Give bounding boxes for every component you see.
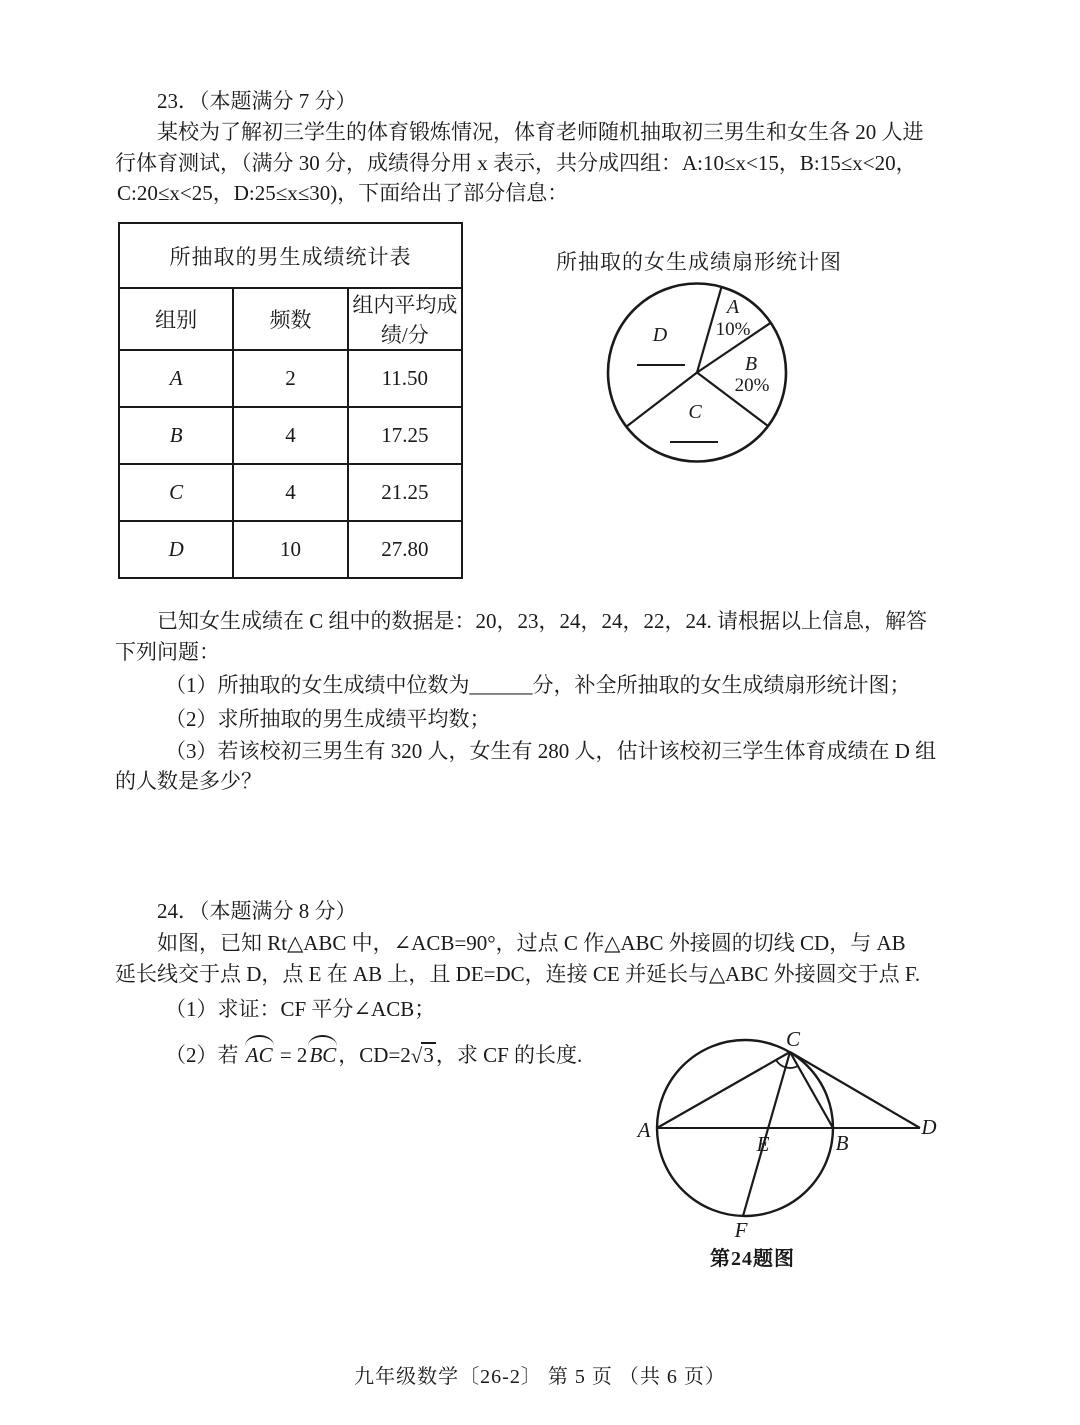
q24-part2-suffix: ，求 CF 的长度.	[435, 1043, 583, 1067]
sqrt-3: √3	[410, 1043, 434, 1068]
q24-part2-prefix: （2）若	[165, 1043, 244, 1067]
q23-part-3-line-1: （3）若该校初三男生有 320 人，女生有 280 人，估计该校初三学生体育成绩在 D 组	[165, 739, 937, 763]
q23-part-3-line-2: 的人数是多少？	[115, 769, 262, 793]
table-row	[119, 350, 462, 407]
q24-part-2	[165, 1042, 582, 1068]
figure-caption: 第24题图	[710, 1248, 795, 1270]
cell-freq: 10	[233, 521, 347, 578]
table-title-row	[119, 223, 462, 288]
girls-pie-chart	[595, 272, 807, 472]
table-header-row	[119, 288, 462, 350]
q23-heading: 23．（本题满分 7 分）	[157, 89, 357, 113]
table-title: 所抽取的男生成绩统计表	[119, 223, 462, 288]
point-label-a: A	[637, 1118, 651, 1142]
cell-group: D	[119, 521, 233, 578]
point-label-b: B	[835, 1131, 849, 1155]
q24-heading: 24．（本题满分 8 分）	[157, 899, 357, 923]
arc-ac: AC	[245, 1043, 273, 1067]
cell-group: C	[119, 464, 233, 521]
pie-label-a: A	[726, 296, 740, 318]
point-label-c: C	[785, 1027, 801, 1051]
q24-intro-line-2: 延长线交于点 D，点 E 在 AB 上，且 DE=DC，连接 CE 并延长与△ABC 外接圆交于点 F.	[115, 962, 921, 986]
q24-part2-mid: ，CD=2	[338, 1043, 411, 1067]
col-header-group: 组别	[119, 288, 233, 350]
table-row	[119, 464, 462, 521]
pie-chart-title: 所抽取的女生成绩扇形统计图	[556, 250, 842, 274]
q23-intro-line-3: C:20≤x<25，D:25≤x≤30)，下面给出了部分信息：	[117, 181, 569, 205]
pie-label-d: D	[652, 324, 668, 346]
col-header-freq: 频数	[233, 288, 347, 350]
point-label-f: F	[734, 1218, 748, 1242]
q24-intro-line-1: 如图，已知 Rt△ABC 中，∠ACB=90°，过点 C 作△ABC 外接圆的切线 CD，与 AB	[157, 931, 906, 955]
pie-value-b: 20%	[734, 375, 770, 396]
cell-avg: 27.80	[348, 521, 462, 578]
line-ac	[657, 1052, 790, 1128]
q23-part-2: （2）求所抽取的男生成绩平均数；	[165, 707, 491, 731]
cell-avg: 17.25	[348, 407, 462, 464]
point-label-e: E	[756, 1132, 770, 1156]
point-label-d: D	[921, 1115, 937, 1139]
cell-freq: 4	[233, 464, 347, 521]
pie-label-b: B	[744, 353, 758, 375]
col-header-avg: 组内平均成绩/分	[348, 288, 462, 350]
pie-radius-cd	[626, 373, 697, 427]
q24-part-1: （1）求证：CF 平分∠ACB；	[165, 997, 436, 1021]
q23-intro-line-1: 某校为了解初三学生的体育锻炼情况，体育老师随机抽取初三男生和女生各 20 人进	[157, 120, 924, 144]
cell-group: B	[119, 407, 233, 464]
q23-part-1: （1）所抽取的女生成绩中位数为______分，补全所抽取的女生成绩扇形统计图；	[165, 673, 911, 697]
pie-label-c: C	[688, 401, 702, 423]
q24-part2-eq: = 2	[274, 1043, 308, 1067]
line-cd-tangent	[790, 1052, 920, 1128]
table-row	[119, 521, 462, 578]
q23-known-line-1: 已知女生成绩在 C 组中的数据是：20，23，24，24，22，24. 请根据以上信息，解答	[157, 609, 928, 633]
cell-freq: 2	[233, 350, 347, 407]
cell-avg: 11.50	[348, 350, 462, 407]
cell-avg: 21.25	[348, 464, 462, 521]
boys-score-table	[118, 222, 463, 579]
arc-bc: BC	[309, 1043, 337, 1067]
table-row	[119, 407, 462, 464]
page-footer: 九年级数学〔26-2〕 第 5 页 （共 6 页）	[354, 1366, 726, 1388]
cell-group: A	[119, 350, 233, 407]
pie-value-a: 10%	[715, 319, 751, 340]
q23-known-line-2: 下列问题：	[115, 640, 220, 664]
q24-geometry-figure	[598, 1022, 948, 1247]
q23-intro-line-2: 行体育测试，（满分 30 分，成绩得分用 x 表示，共分成四组：A:10≤x<15，B:15≤x<20，	[115, 151, 917, 175]
cell-freq: 4	[233, 407, 347, 464]
